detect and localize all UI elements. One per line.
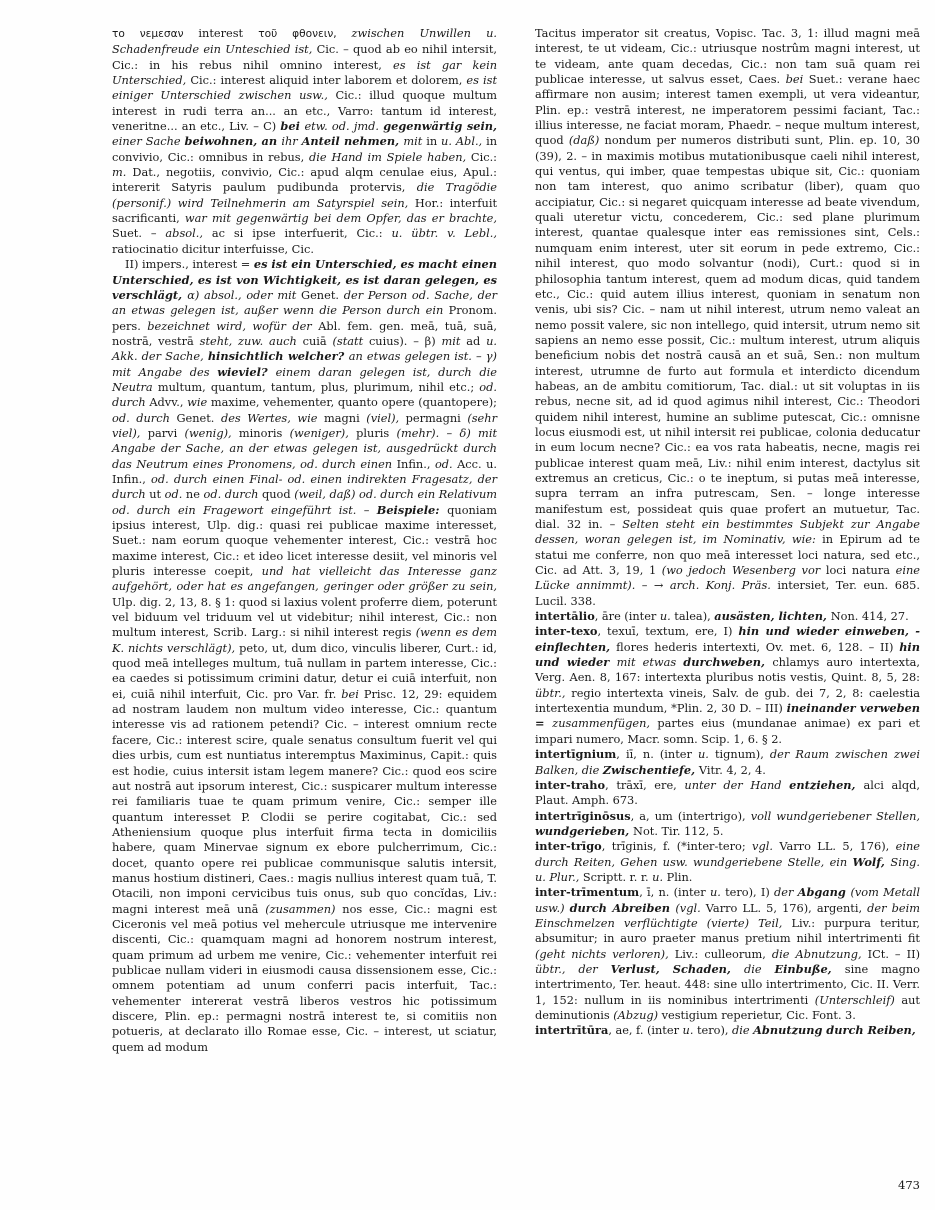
text-run: , āre (inter [594, 609, 660, 624]
text-run: hin und wieder einweben, -einflechten, [535, 624, 920, 654]
text-run: od. [164, 487, 186, 502]
text-run: vgl. [752, 839, 780, 854]
text-run: maxime, vehementer, quanto opere (quantopere); [210, 395, 497, 410]
text-run: ineinander verweben = [535, 701, 920, 731]
text-run: peto, ut, dum dico, vinculis liberer, Curt.: id, quod meā intelleges multum, tuā nullam in partem interesse, Cic.: ea caedes si potissimum crimini datur, detur ei cuiā interfuit, non ei, cuiā nihil interfuit, Cic. pro Var. fr. [112, 640, 497, 701]
text-run: an etwas gelegen ist. – γ) mit Angabe des [112, 349, 497, 379]
text-run: chlamys auro intertexta, Verg. Aen. 8, 167: intertexta pluribus notis vestis, Quint. 8, 5, 28: [535, 655, 920, 685]
text-run: m. [112, 165, 133, 180]
entry-headword: inter-trīgo [535, 839, 602, 854]
text-run: interest [198, 26, 259, 40]
text-run: wieviel? [217, 364, 276, 379]
text-run: etw. od. jmd. [304, 119, 384, 134]
text-run: bezeichnet wird, wofür der [147, 318, 319, 333]
text-run: Scriptt. r. r. [582, 869, 653, 884]
text-run: (Unterschleif) [814, 992, 902, 1007]
text-run: ac si ipse interfuerit, Cic.: [211, 226, 392, 241]
text-run: übtr., [535, 685, 572, 700]
text-run: , texuī, textum, ere, I) [597, 624, 739, 639]
text-run: u. [698, 747, 715, 762]
text-run: intersiet, Ter. eun. 685. Lucil. 338. [535, 578, 920, 608]
text-run: parvi [147, 425, 185, 440]
text-run: wie [187, 395, 211, 410]
text-run: u. Akk. der Sache, [112, 333, 498, 364]
text-run: , trīginis, f. (*inter-tero; [601, 839, 753, 854]
text-run: zusammenfügen, [552, 716, 658, 731]
text-run: od. durch [203, 487, 262, 502]
text-run: Genet. [301, 287, 344, 302]
text-run: Einbuße, [774, 961, 845, 976]
text-run: Genet. [176, 410, 221, 425]
text-run: es ist ein Unterschied, es macht einen Unterschied, es ist von Wichtigkeit, es ist daran gelegen, es verschlägt, [112, 257, 497, 302]
text-run: loci natura [825, 563, 896, 578]
text-run: des Wertes, wie [220, 410, 324, 425]
text-run: το νεμεσαν [112, 28, 199, 40]
entry-headword: intertālio [535, 609, 595, 624]
text-run: Cic.: illud quoque multum interest in rudi terra an... an etc., Varro: tantum id interest, veneritne... an etc., Liv. – C) [112, 88, 497, 134]
text-run: in convivio, Cic.: omnibus in rebus, [112, 134, 498, 164]
text-run: , iī, n. (inter [616, 747, 698, 762]
text-run: Selten steht ein bestimmtes Subjekt zur Angabe dessen, woran gelegen ist, im Nominativ, wie: [535, 517, 920, 547]
text-run: sine magno intertrimento, Ter. heaut. 448: sine ullo intertrimento, Cic. II. Verr. 1, 152: nullum in iis nominibus intertrimenti [535, 961, 920, 1007]
text-run: (sehr viel), [112, 410, 498, 440]
text-run: (viel), [366, 410, 406, 425]
dictionary-entry [535, 1023, 920, 1038]
page-number: 473 [898, 1178, 920, 1192]
text-run: der Raum zwischen zwei Balken, die [535, 747, 920, 777]
text-paragraph [112, 257, 497, 1055]
text-run: ne [185, 487, 204, 502]
text-run: od. durch [112, 379, 497, 410]
text-run: aut deminutionis [535, 992, 920, 1022]
text-run: u. [659, 609, 675, 624]
text-run: (zusammen) [265, 901, 343, 916]
text-run: cuius). – β) [368, 333, 442, 348]
text-run: Liv.: purpura teritur, absumitur; in auro praeter manus pretium nihil intertrimenti fit [535, 915, 920, 946]
text-run: die [744, 961, 775, 976]
text-run: mit [403, 134, 427, 149]
text-run: Vitr. 4, 2, 4. [698, 762, 766, 777]
text-run: zwischen Unwillen u. Schadenfreude ein Unteschied ist, [112, 26, 497, 57]
text-run: (statt [332, 333, 369, 348]
text-run: Liv.: culleorum, [674, 946, 772, 961]
text-paragraph [535, 26, 920, 609]
text-run: der beim Einschmelzen verflüchtigte (vierte) Teil, [535, 900, 920, 930]
text-run: hin und wieder [535, 639, 920, 670]
text-run: flores hederis intertexti, Ov. met. 6, 128. – II) [616, 639, 900, 654]
text-run: absol., [165, 226, 212, 241]
text-run: Sing. u. Plur., [535, 854, 920, 884]
text-run: u. übtr. v. Lebl., [391, 226, 497, 241]
text-run: Non. 414, 27. [830, 609, 909, 624]
entry-headword: intertīgnium [535, 747, 617, 762]
text-run: bei [785, 72, 809, 87]
text-run: in Epirum ad te statui me conferre, non quo meā interesset loci natura, sed etc., Cic. ad Att. 3, 19, 1 [535, 532, 920, 578]
entry-headword: intertrīginōsus [535, 808, 631, 823]
text-run: cuiā [302, 333, 333, 348]
text-run: Hor.: interfuit sacrificanti, [112, 195, 498, 226]
text-run: vestigium reperietur, Cic. Font. 3. [661, 1008, 856, 1022]
text-run: bei [280, 119, 305, 134]
text-run: ICt. – II) [867, 946, 920, 961]
text-run: ut [149, 487, 165, 502]
text-run: tero), [696, 1023, 732, 1038]
text-run: Wolf, [852, 854, 891, 869]
text-run: tero), I) [725, 885, 775, 900]
text-run: (geht nichts verloren), [535, 946, 675, 961]
text-run: Advv., [149, 395, 188, 410]
text-run: einem daran gelegen ist, durch die Neutra [112, 364, 497, 394]
text-run: u. [709, 885, 726, 900]
text-run: u. [652, 869, 667, 884]
text-run: Pronom. pers. [112, 303, 497, 333]
text-run: in [426, 134, 442, 149]
text-run: Abnutzung durch Reiben, [753, 1023, 916, 1038]
text-run: Cic.: interest aliquid inter laborem et dolorem, [190, 73, 467, 88]
text-run: der [774, 885, 798, 900]
text-run: die Hand im Spiele haben, [309, 149, 471, 164]
text-run: Tacitus imperator sit creatus, Vopisc. Tac. 3, 1: illud magni meā interest, te ut videam, Cic.: utriusque nostrûm magni interest, ut te videam, ante quam decedas, Cic.: non tam suā quam rei publicae interesse, ut salvus esset, Caes. [535, 26, 920, 87]
text-run: Suet.: verane haec affirmare non ausim; interest tamen exempli, ut vera videantur, Plin. ep.: vestrā interest, ne imperatorem pessimi faciant, Tac.: illius interesse, ne faciat moram, Phaedr. – neque multum interest, quod [535, 72, 921, 148]
text-run: mit [441, 333, 467, 348]
text-paragraph [112, 26, 497, 257]
text-run: magni [324, 410, 367, 425]
text-run: Suet. – [112, 226, 166, 241]
text-run: gegenwärtig sein, [383, 119, 497, 134]
text-run: ihr [281, 134, 302, 149]
text-run: mit etwas [616, 655, 684, 670]
text-run: Prisc. 12, 29: equidem ad nostram laudem non multum video interesse, Cic.: quantum interesse vis ad rationem petendi? Cic. – interest omnium recte facere, Cic.: interest scire, quale senatus consultum fuerit vel qui dies urbis, cum est nuntiatus interemptus Maximinus, Capit.: quis est hodie, cuius intersit istam legem manere? Cic.: quod eos scire aut nostrā aut ipsorum interest, Cic.: suspicarer multum interesse rei familiaris tuae te quam primum venire, Cic.: semper ille quantum interesset P. Clodii se perire cogitabat, Cic.: sed Atheniensium quoque plus interfuit firma tecta in domiciliis habere, quam Minervae signum ex ebore pulcherrimum, Cic.: docet, quanto opere rei publicae communisque salutis intersit, manus hostium distineri, Caes.: magis nullius interest quam tuā, T. Otacili, non imponi cervicibus tuis onus, sub quo concĭdas, Liv.: magni interest meā unā [112, 686, 498, 916]
text-run: , trāxī, ere, [605, 777, 685, 792]
text-run: war mit gegenwärtig bei dem Opfer, das er brachte, [184, 211, 497, 226]
dictionary-entry [535, 885, 920, 1023]
text-run: (mehr). – δ) mit Angabe der Sache, an der etwas gelegen ist, ausgedrückt durch das Neutrum eines Pronomens, od. durch einen [112, 425, 498, 471]
dictionary-entry [535, 624, 920, 747]
dictionary-entry [535, 747, 920, 778]
text-run: quoniam ipsius interest, Ulp. dig.: quasi rei publicae maxime interesset, Suet.: nam eorum quoque vehementer interest, Cic.: vestrā hoc maxime interest, Cic.: et ideo licet interesse desiit, vel minoris vel pluris interesse coepit, [112, 502, 497, 579]
text-run: (vgl. [675, 900, 706, 915]
text-run: Plin. [666, 869, 693, 884]
text-run: (weil, daß) od. durch ein Relativum od. durch ein Fragewort eingeführt ist. – [112, 487, 498, 517]
text-run: regio intertexta vineis, Salv. de gub. dei 7, 2, 8: caelestia intertexentia mundum, *Plin. 2, 30 D. – III) [535, 685, 920, 716]
text-run: unter der Hand [684, 777, 790, 792]
text-run: voll wundgeriebener Stellen, [750, 808, 920, 823]
left-text-column [112, 26, 497, 1166]
text-run: Varro LL. 5, 176), [779, 839, 896, 854]
text-run: ausästen, lichten, [714, 609, 831, 624]
text-run: Not. Tir. 112, 5. [633, 823, 724, 838]
text-run: Verlust, Schaden, [610, 961, 745, 976]
text-run: Abl. fem. gen. meā, tuā, suā, nostrā, vestrā [112, 318, 497, 348]
text-run: eine Lücke annimmt). – → arch. Konj. Präs. [535, 563, 920, 593]
entry-headword: inter-texo [535, 624, 598, 639]
text-run: ratiocinatio dicitur interfuisse, Cic. [112, 241, 314, 256]
entry-headword: inter-traho [535, 777, 606, 792]
text-run: eine durch Reiten, Gehen usw. wundgeriebene Stelle, ein [535, 839, 920, 869]
text-run: od. durch einen Final- od. einen indirekten Fragesatz, der durch [112, 471, 497, 502]
text-run: talea), [674, 609, 715, 624]
text-run: od. [434, 456, 458, 471]
text-run: und hat vielleicht das Interesse ganz aufgehört, oder hat es angefangen, geringer oder größer zu sein, [112, 564, 497, 594]
dictionary-entry [535, 839, 920, 885]
text-run: α) absol., oder mit [187, 287, 302, 302]
text-run: Abgang [797, 885, 851, 900]
text-run: , ī, n. (inter [639, 885, 710, 900]
dictionary-entry [535, 809, 920, 840]
text-run: wundgerieben, [535, 823, 634, 838]
text-run: , ae, f. (inter [608, 1023, 683, 1038]
dictionary-entry [535, 778, 920, 809]
text-run: quod [261, 487, 295, 502]
text-run: bei [341, 686, 364, 701]
text-run: steht, zuw. auch [199, 333, 303, 348]
text-run: Varro LL. 5, 176), argenti, [705, 900, 868, 915]
text-run: alci alqd, Plaut. Amph. 673. [535, 777, 920, 808]
text-run: ad [466, 333, 487, 348]
text-run: od. durch [112, 410, 177, 425]
entry-headword: inter-trīmentum [535, 885, 640, 900]
text-run: (vom Metall usw.) [535, 885, 921, 915]
text-run: Anteil nehmen, [301, 134, 404, 149]
text-run: (daß) [568, 133, 605, 148]
text-run: (Abzug) [613, 1008, 662, 1022]
text-run: die Tragödie (personif.) wird Teilnehmerin am Satyrspiel sein, [112, 180, 497, 210]
text-run: u. Abl., [441, 134, 487, 149]
text-run: Infin., [112, 471, 151, 486]
text-run: Dat., negotiis, convivio, Cic.: apud alqm cenulae eius, Apul.: intererit Satyris paulum pudibunda protervis, [112, 165, 497, 195]
text-run: entziehen, [789, 777, 864, 792]
text-run: die [732, 1023, 754, 1038]
text-run: permagni [405, 410, 468, 425]
text-run: Beispiele: [376, 502, 448, 517]
text-run: , a, um (intertrigo), [630, 808, 751, 823]
text-run: II) impers., interest = [125, 257, 254, 272]
entry-headword: intertrītūra [535, 1023, 609, 1038]
text-run: die Abnutzung, [771, 946, 868, 961]
text-run: nondum per numeros distributi sunt, Plin. ep. 10, 30 (39), 2. – in maximis motibus mutationibusque caeli nihil interest, qui ventus, qui imber, quae tempestas ubique sit, Cic.: quoniam non tam interest, quo animo scribatur (liber), quam quo accipiatur, Cic.: si negaret quicquam interesse ad beate vivendum, quali uteretur victu, concederem, Cic.: sed plane plurimum interest, quantae qualesque inter eas remissiones sint, Cels.: numquam enim interest, uter sit eorum in pede extremo, Cic.: nihil interest, quo modo solvantur (nodi), Curt.: quod si in philosophia tantum interest, quem ad modum dicas, quid tandem etc., Cic.: quid autem illius interest, quoniam in senatum non venis, ubi sis? Cic. – nam ut nihil interest, utrum nemo valeat an nemo possit valere, sic non intellego, quid intersit, utrum nemo sit sapiens an nemo esse possit, Cic.: multum interest, utrum aliquis beneficium nobis det nostrā causā an et suā, Sen.: non multum interest, utrumne de furto aut formula et interdicto dicendum habeas, an de ambitu comitiorum, Tac. dial.: ut sit voluptas in iis rebus, necne sit, ad id quod agimus nihil interest, Cic.: Theodori quidem nihil interest, humine an sublime putescat, Cic.: omnisne locus eiusmodi est, ut nihil intersit rei publicae, colonia deducatur in eum locum necne? Cic.: ea vos rata habeatis, necne, magis rei publicae interest quam meā, Liv.: nihil enim interest, dactylus sit extremus an creticus, Cic.: o te ineptum, si putas meā interesse, supra terram an infra putrescam, Sen. – longe interesse manifestum est, possideat quis quae profert an mutuetur, Tac. dial. 32 in. – [535, 133, 920, 531]
text-run: beiwohnen, an [184, 134, 282, 149]
text-run: Ulp. dig. 2, 13, 8. § 1: quod si laxius volent proferre diem, poterunt vel biduum vel triduum vel ut videbitur; nihil interest, Cic.: non multum interest, Scrib. Larg.: si nihil interest regis [112, 594, 497, 640]
text-run: nos esse, Cic.: magni est Ciceronis vel meā potius vel mehercule utriusque me intervenire discenti, Cic.: quamquam magni ad honorem nostrum interest, quam primum ad urbem me venire, Cic.: vehementer interfuit rei publicae nullam videri in eiusmodi causa dissensionem esse, Cic.: omnem potentiam ad unum conferri pacis interfuit, Tac.: vehementer intererat vestrā liberos vestros hic potissimum discere, Plin. ep.: permagni nostrā interest te, si comitiis non potueris, at declarato illo Romae esse, Cic. – interest, ut sciatur, quem ad modum [112, 901, 497, 1054]
text-run: pluris [356, 425, 397, 440]
text-run: minoris [238, 425, 290, 440]
text-columns [112, 26, 920, 1166]
text-run: hinsichtlich welcher? [207, 349, 349, 364]
text-run: es ist einiger Unterschied zwischen usw., [112, 73, 497, 103]
text-run: durchweben, [683, 655, 773, 670]
text-run: (wo jedoch Wesenberg vor [661, 563, 826, 578]
text-run: einer Sache [112, 134, 185, 149]
dictionary-entry [535, 609, 920, 624]
text-run: durch Abreiben [569, 900, 676, 915]
text-run: (wenn es dem K. nichts verschlägt), [112, 625, 497, 655]
text-run: es ist gar kein Unterschied, [112, 57, 498, 88]
right-text-column [535, 26, 920, 1166]
text-run: u. [682, 1023, 697, 1038]
text-run: multum, quantum, tantum, plus, plurimum, nihil etc.; [157, 379, 480, 394]
text-run: Cic.: [470, 149, 497, 164]
text-run: partes eius (mundanae animae) ex pari et impari numero, Macr. somn. Scip. 1, 6. § 2. [535, 716, 920, 746]
text-run: (weniger), [289, 425, 357, 440]
text-run: Infin., [396, 456, 435, 471]
text-run: τοῦ φθονειν, [258, 28, 352, 40]
text-run: tignum), [714, 747, 770, 762]
text-run: (wenig), [184, 425, 239, 440]
text-run: Cic. – quod ab eo nihil intersit, Cic.: in his rebus nihil omnino interest, [112, 42, 497, 72]
text-run: der Person od. Sache, der an etwas gelegen ist, außer wenn die Person durch ein [112, 287, 497, 318]
text-run: Zwischentiefe, [602, 762, 699, 777]
text-run: übtr., der [535, 961, 611, 976]
text-run: Acc. u. [457, 456, 497, 471]
